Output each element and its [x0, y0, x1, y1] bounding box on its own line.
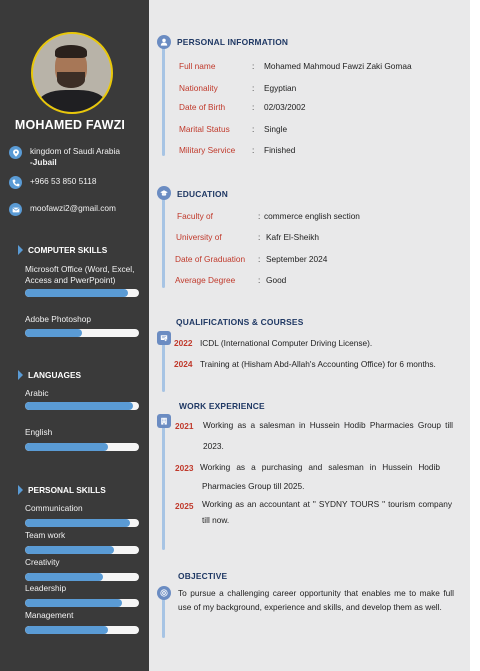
info-value: Egyptian: [264, 83, 297, 93]
skill-label: Microsoft Office (Word, Excel, Access and PwerPpoint): [25, 264, 135, 285]
education-key: University of: [176, 232, 222, 242]
target-icon: [157, 586, 171, 600]
phone-number: +966 53 850 5118: [30, 176, 97, 186]
personal-skill-bar: [25, 599, 139, 607]
objective-text: To pursue a challenging career opportunity that enables me to make full use of my background, experience and skills, and develop them as well.: [178, 588, 454, 612]
work-experience-heading: WORK EXPERIENCE: [179, 401, 265, 411]
language-bar: [25, 402, 139, 410]
work-year: 2021: [175, 421, 194, 431]
phone-icon: [9, 176, 22, 189]
profile-name: MOHAMED FAWZI: [14, 118, 126, 132]
personal-skill-label: Leadership: [25, 583, 67, 593]
graduation-cap-icon: [157, 186, 171, 200]
qualifications-heading: QUALIFICATIONS & COURSES: [176, 317, 304, 327]
info-key: Date of Birth: [179, 102, 226, 112]
education-key: Faculty of: [177, 211, 213, 221]
location-line1: kingdom of Saudi Arabia: [30, 146, 120, 156]
skill-bar: [25, 329, 139, 337]
education-key: Date of Graduation: [175, 254, 246, 264]
work-year: 2025: [175, 501, 194, 511]
qualification-text: ICDL (International Computer Driving License).: [200, 338, 373, 348]
certificate-icon: [157, 331, 171, 345]
building-icon: [157, 414, 171, 428]
education-value: Good: [266, 275, 287, 285]
email-address: moofawzi2@gmail.com: [30, 203, 116, 213]
work-text: Working as a purchasing and salesman in Hussein Hodib Pharmacies Group till 2025.: [200, 462, 440, 491]
skill-bar: [25, 289, 139, 297]
language-label: English: [25, 427, 53, 437]
personal-skill-bar: [25, 546, 139, 554]
sidebar: MOHAMED FAWZI kingdom of Saudi Arabia -Jubail +966 53 850 5118 moofawzi2@gmail.com COMPUTER SKILLS Microsoft Office (Word, Excel, Access and PwerPpoint) Adobe Photoshop LANGUAGES Arabic English PERSONAL SKILLS Communication Team work Creativity Leadership Management: [0, 0, 149, 671]
info-key: Full name: [179, 61, 216, 71]
personal-skill-label: Management: [25, 610, 74, 620]
education-key: Average Degree: [175, 275, 236, 285]
qualification-year: 2022: [174, 338, 193, 348]
qualification-text: Training at (Hisham Abd-Allah's Accounting Office) for 6 months.: [200, 359, 436, 369]
info-value: 02/03/2002: [264, 102, 306, 112]
education-value: commerce english section: [264, 211, 360, 221]
education-value: Kafr El-Sheikh: [266, 232, 320, 242]
info-value: Finished: [264, 145, 296, 155]
location-line2: -Jubail: [30, 157, 57, 167]
personal-skill-label: Team work: [25, 530, 66, 540]
objective-heading: OBJECTIVE: [178, 571, 228, 581]
avatar: [31, 32, 113, 114]
language-label: Arabic: [25, 388, 49, 398]
language-bar: [25, 443, 139, 451]
education-value: September 2024: [266, 254, 328, 264]
personal-skill-label: Creativity: [25, 557, 60, 567]
person-icon: [157, 35, 171, 49]
info-value: Single: [264, 124, 288, 134]
skill-label: Adobe Photoshop: [25, 314, 91, 324]
work-text: Working as an accountant at " SYDNY TOURS " tourism company till now.: [202, 499, 452, 525]
info-key: Marital Status: [179, 124, 230, 134]
location-pin-icon: [9, 146, 22, 159]
personal-skill-label: Communication: [25, 503, 83, 513]
email-icon: [9, 203, 22, 216]
info-key: Nationality: [179, 83, 218, 93]
work-year: 2023: [175, 463, 194, 473]
personal-skill-bar: [25, 573, 139, 581]
personal-information-heading: PERSONAL INFORMATION: [177, 37, 289, 47]
info-value: Mohamed Mahmoud Fawzi Zaki Gomaa: [264, 61, 412, 71]
education-heading: EDUCATION: [177, 189, 228, 199]
qualification-year: 2024: [174, 359, 193, 369]
personal-skill-bar: [25, 519, 139, 527]
work-text: Working as a salesman in Hussein Hodib Pharmacies Group till 2023.: [203, 420, 453, 451]
info-key: Military Service: [179, 145, 236, 155]
personal-skill-bar: [25, 626, 139, 634]
